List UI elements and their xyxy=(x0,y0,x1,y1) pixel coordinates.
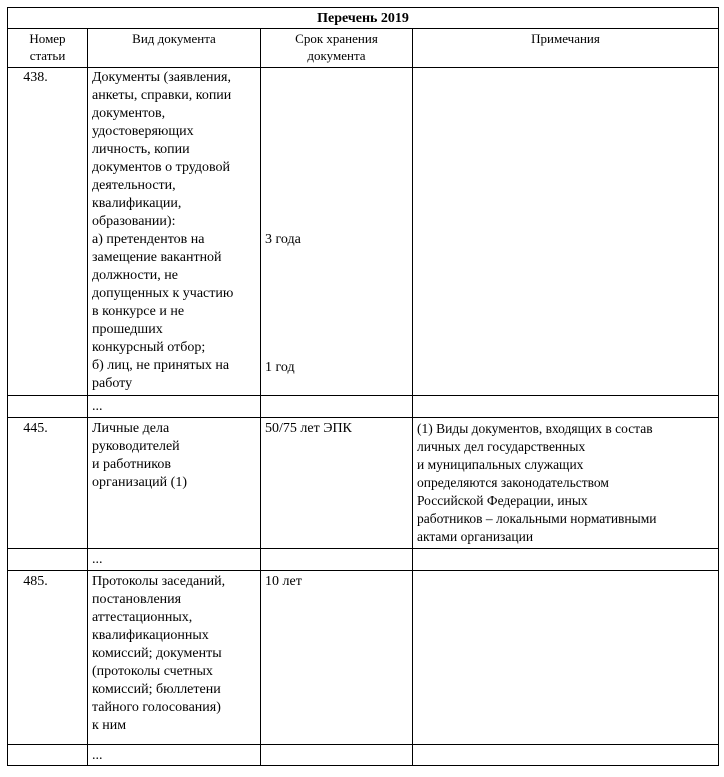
table-row-ellipsis xyxy=(8,396,719,418)
header-period-line1: Срок хранения xyxy=(295,31,378,46)
header-number-line1: Номер xyxy=(29,31,66,46)
article-number: 438. xyxy=(8,68,88,396)
doc-line: (протоколы счетных xyxy=(92,664,213,679)
table-row xyxy=(8,418,719,549)
doc-line: образовании): xyxy=(92,214,176,229)
table-row-ellipsis xyxy=(8,549,719,571)
doc-line: комиссий; бюллетени xyxy=(92,682,221,697)
doc-line: а) претендентов на xyxy=(92,232,205,247)
doc-line: квалификации, xyxy=(92,196,182,211)
doc-line: удостоверяющих xyxy=(92,124,194,139)
doc-line: личность, копии xyxy=(92,142,190,157)
doc-line: анкеты, справки, копии xyxy=(92,88,232,103)
retention-period-cell: 10 лет xyxy=(261,571,413,745)
doc-line: руководителей xyxy=(92,439,180,454)
article-number: 445. xyxy=(8,418,88,549)
doc-line: к ним xyxy=(92,718,127,733)
table-row xyxy=(8,571,719,745)
note-line: определяются законодательством xyxy=(417,475,609,490)
doc-line: постановления xyxy=(92,592,182,607)
note-line: личных дел государственных xyxy=(417,439,586,454)
period-spacer xyxy=(265,69,408,231)
period-spacer xyxy=(265,249,408,359)
note-line: работников – локальными нормативными xyxy=(417,511,657,526)
retention-table xyxy=(7,7,719,766)
doc-line: квалификационных xyxy=(92,628,209,643)
article-number: 485. xyxy=(8,571,88,745)
retention-period-cell: 50/75 лет ЭПК xyxy=(261,418,413,549)
header-article-number xyxy=(8,29,88,68)
table-row xyxy=(8,68,719,396)
empty-cell xyxy=(261,745,413,766)
document-page xyxy=(7,7,719,766)
notes-cell xyxy=(413,571,719,745)
note-line: (1) Виды документов, входящих в состав xyxy=(417,421,653,436)
doc-line: комиссий; документы xyxy=(92,646,222,661)
ellipsis-cell: ... xyxy=(88,745,261,766)
empty-cell xyxy=(8,549,88,571)
doc-line: документов о трудовой xyxy=(92,160,231,175)
ellipsis-cell: ... xyxy=(88,396,261,418)
note-line: и муниципальных служащих xyxy=(417,457,584,472)
doc-line: деятельности, xyxy=(92,178,176,193)
doc-line: Документы (заявления, xyxy=(92,70,231,85)
table-title: Перечень 2019 xyxy=(8,8,719,29)
doc-line: в конкурсе и не xyxy=(92,304,185,319)
doc-line: прошедших xyxy=(92,322,163,337)
empty-cell xyxy=(413,745,719,766)
notes-cell xyxy=(413,68,719,396)
table-title-row xyxy=(8,8,719,29)
doc-type-cell xyxy=(88,418,261,549)
table-row-ellipsis xyxy=(8,745,719,766)
doc-line: конкурсный отбор; xyxy=(92,340,206,355)
doc-line: аттестационных, xyxy=(92,610,193,625)
doc-line: организаций (1) xyxy=(92,475,187,490)
header-retention-period xyxy=(261,29,413,68)
doc-type-cell xyxy=(88,571,261,745)
retention-period-cell xyxy=(261,68,413,396)
empty-cell xyxy=(261,549,413,571)
note-line: Российской Федерации, иных xyxy=(417,493,588,508)
doc-line: и работников xyxy=(92,457,171,472)
header-doc-type: Вид документа xyxy=(88,29,261,68)
doc-line: замещение вакантной xyxy=(92,250,222,265)
ellipsis-cell: ... xyxy=(88,549,261,571)
header-notes: Примечания xyxy=(413,29,719,68)
doc-line: должности, не xyxy=(92,268,178,283)
doc-line: документов, xyxy=(92,106,166,121)
retention-period-a: 3 года xyxy=(265,232,301,247)
header-number-line2: статьи xyxy=(29,48,66,63)
doc-line: б) лиц, не принятых на xyxy=(92,358,230,373)
empty-cell xyxy=(261,396,413,418)
table-header-row xyxy=(8,29,719,68)
doc-line: допущенных к участию xyxy=(92,286,234,301)
doc-type-cell xyxy=(88,68,261,396)
notes-cell xyxy=(413,418,719,549)
empty-cell xyxy=(8,745,88,766)
doc-line: тайного голосования) xyxy=(92,700,221,715)
doc-line: работу xyxy=(92,376,133,391)
empty-cell xyxy=(8,396,88,418)
retention-period-b: 1 год xyxy=(265,360,295,375)
doc-line: Протоколы заседаний, xyxy=(92,574,226,589)
doc-line: Личные дела xyxy=(92,421,170,436)
empty-cell xyxy=(413,549,719,571)
empty-cell xyxy=(413,396,719,418)
header-period-line2: документа xyxy=(307,48,366,63)
note-line: актами организации xyxy=(417,529,534,544)
